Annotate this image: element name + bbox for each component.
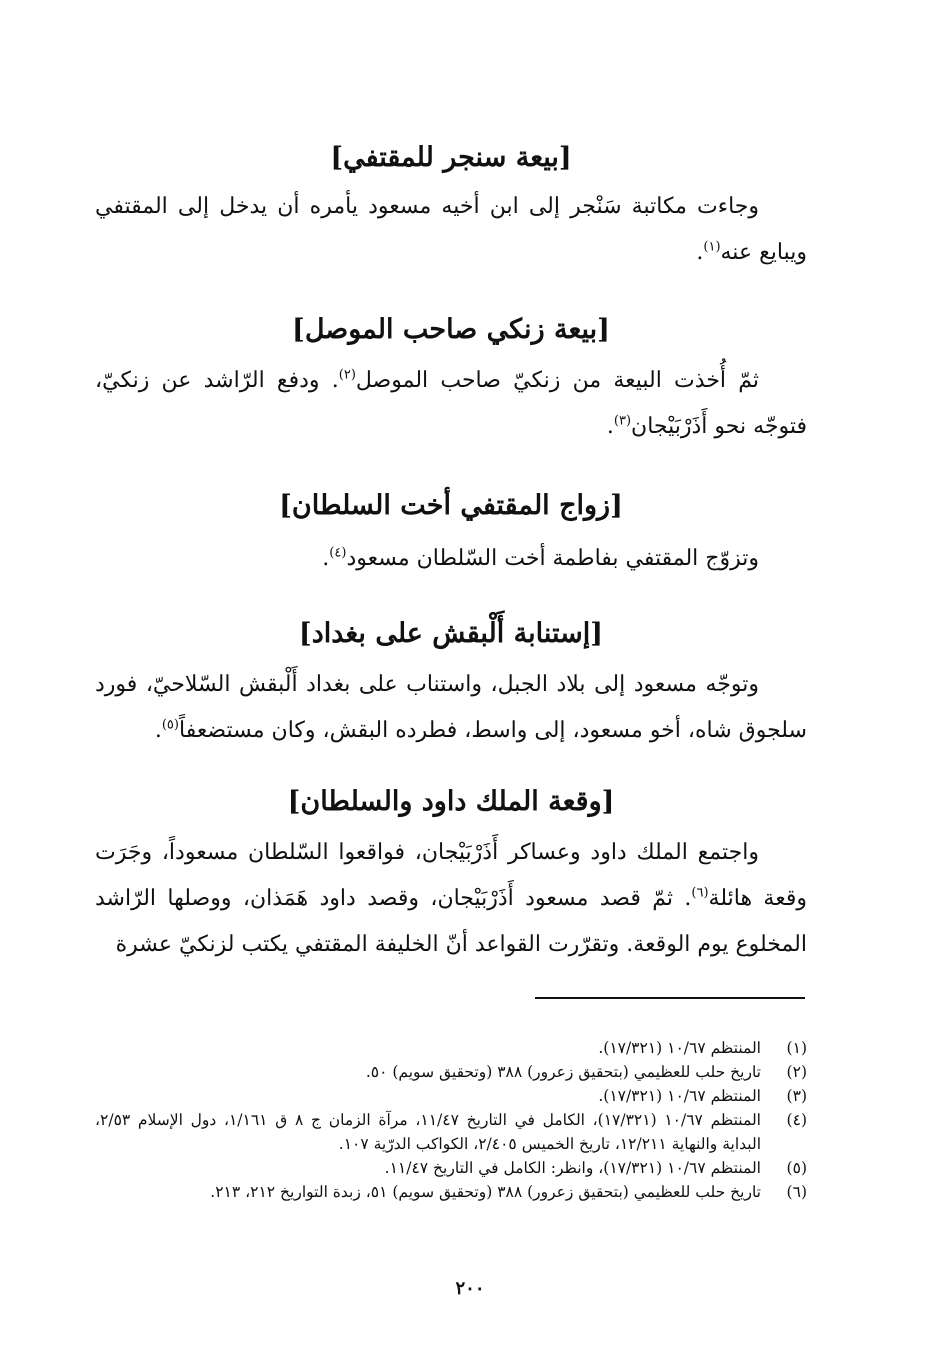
footnote-number: (٤) [786,1111,807,1129]
page-body [95,120,807,968]
footnote-text: المنتظم ١٠/٦٧ (١٧/٣٢١)، وانظر: الكامل في التاريخ ١١/٤٧. [384,1159,761,1177]
footnote-text: تاريخ حلب للعظيمي (بتحقيق زعرور) ٣٨٨ (وتحقيق سويم) ٥٠. [365,1063,761,1081]
section-heading-marriage: [زواج المقتفي أخت السلطان] [279,490,623,521]
paragraph-sanjar [95,184,807,276]
paragraph-text: وجاءت مكاتبة سَنْجر إلى ابن أخيه مسعود يأمره أن يدخل إلى المقتفي ويبايع عنه [95,194,807,265]
footnote-text: المنتظم ١٠/٦٧ (١٧/٣٢١). [598,1087,761,1105]
paragraph-albaqash [95,662,807,754]
footnote-marker[interactable]: (٣) [613,413,632,429]
footnote-item [95,1156,807,1180]
footnote-marker[interactable]: (٦) [691,885,709,901]
paragraph-text: . [606,414,614,439]
footnote-item [95,1036,807,1060]
footnote-number: (٢) [786,1063,807,1081]
paragraph-text: ثمّ أُخذت البيعة من زنكيّ صاحب الموصل [355,368,759,393]
paragraph-text: وتوجّه مسعود إلى بلاد الجبل، واستناب على بغداد أَلْبقش السّلاحيّ، فورد سلجوق شاه، أخو مسعود، إلى واسط، فطرده البقش، وكان مستضعفاً [95,672,807,743]
paragraph-text: . [696,240,704,265]
paragraph-text: . [154,718,162,743]
paragraph-marriage [95,536,807,582]
paragraph-text: وتزوّج المقتفي بفاطمة أخت السّلطان مسعود [346,546,759,571]
footnote-text: المنتظم ١٠/٦٧ (١٧/٣٢١). [598,1039,761,1057]
paragraph-text: . ودفع الرّاشد عن زنكيّ، فتوجّه نحو أَذَرْبَيْجان [95,368,807,439]
footnote-marker[interactable]: (٤) [329,545,347,561]
footnote-marker[interactable]: (٥) [161,717,179,733]
footnote-number: (٥) [786,1159,807,1177]
paragraph-text: . ثمّ قصد مسعود أَذَرْبَيْجان، وقصد داود هَمَذان، ووصلها الرّاشد المخلوع يوم الوقعة. وتقرّرت القواعد أنّ الخليفة المقتفي يكتب لزنكيّ عشرة [95,886,807,957]
page-number: ٢٠٠ [455,1278,485,1299]
paragraph-zanki [95,358,807,450]
footnote-item [95,1180,807,1204]
footnote-number: (٦) [786,1183,807,1201]
footnote-item [95,1060,807,1084]
footnote-marker[interactable]: (١) [703,239,721,255]
section-heading-sanjar: [بيعة سنجر للمقتفي] [330,142,572,173]
footnote-number: (١) [786,1039,807,1057]
footnote-separator [535,997,805,999]
footnote-number: (٣) [786,1087,807,1105]
footnote-text: تاريخ حلب للعظيمي (بتحقيق زعرور) ٣٨٨ (وتحقيق سويم) ٥١، زبدة التواريخ ٢١٢، ٢١٣. [210,1183,761,1201]
paragraph-text: واجتمع الملك داود وعساكر أَذَرْبَيْجان، فواقعوا السّلطان مسعوداً، وجَرَت وقعة هائلة [95,840,807,911]
footnote-item [95,1084,807,1108]
section-heading-zanki: [بيعة زنكي صاحب الموصل] [292,314,610,345]
section-heading-albaqash: [إستنابة أَلْبقش على بغداد] [298,618,604,649]
paragraph-text: . [322,546,330,571]
footnote-item [95,1108,807,1156]
footnote-text: المنتظم ١٠/٦٧ (١٧/٣٢١)، الكامل في التاريخ ١١/٤٧، مرآة الزمان ج ٨ ق ١/١٦١، دول الإسلام ٢/٥٣، البداية والنهاية ١٢/٢١١، تاريخ الخميس ٢/٤٠٥، الكواكب الدرّية ١٠٧. [95,1111,761,1153]
paragraph-dawud [95,830,807,968]
footnotes [95,1036,807,1204]
footnote-marker[interactable]: (٢) [338,367,356,383]
section-heading-dawud: [وقعة الملك داود والسلطان] [287,786,615,817]
